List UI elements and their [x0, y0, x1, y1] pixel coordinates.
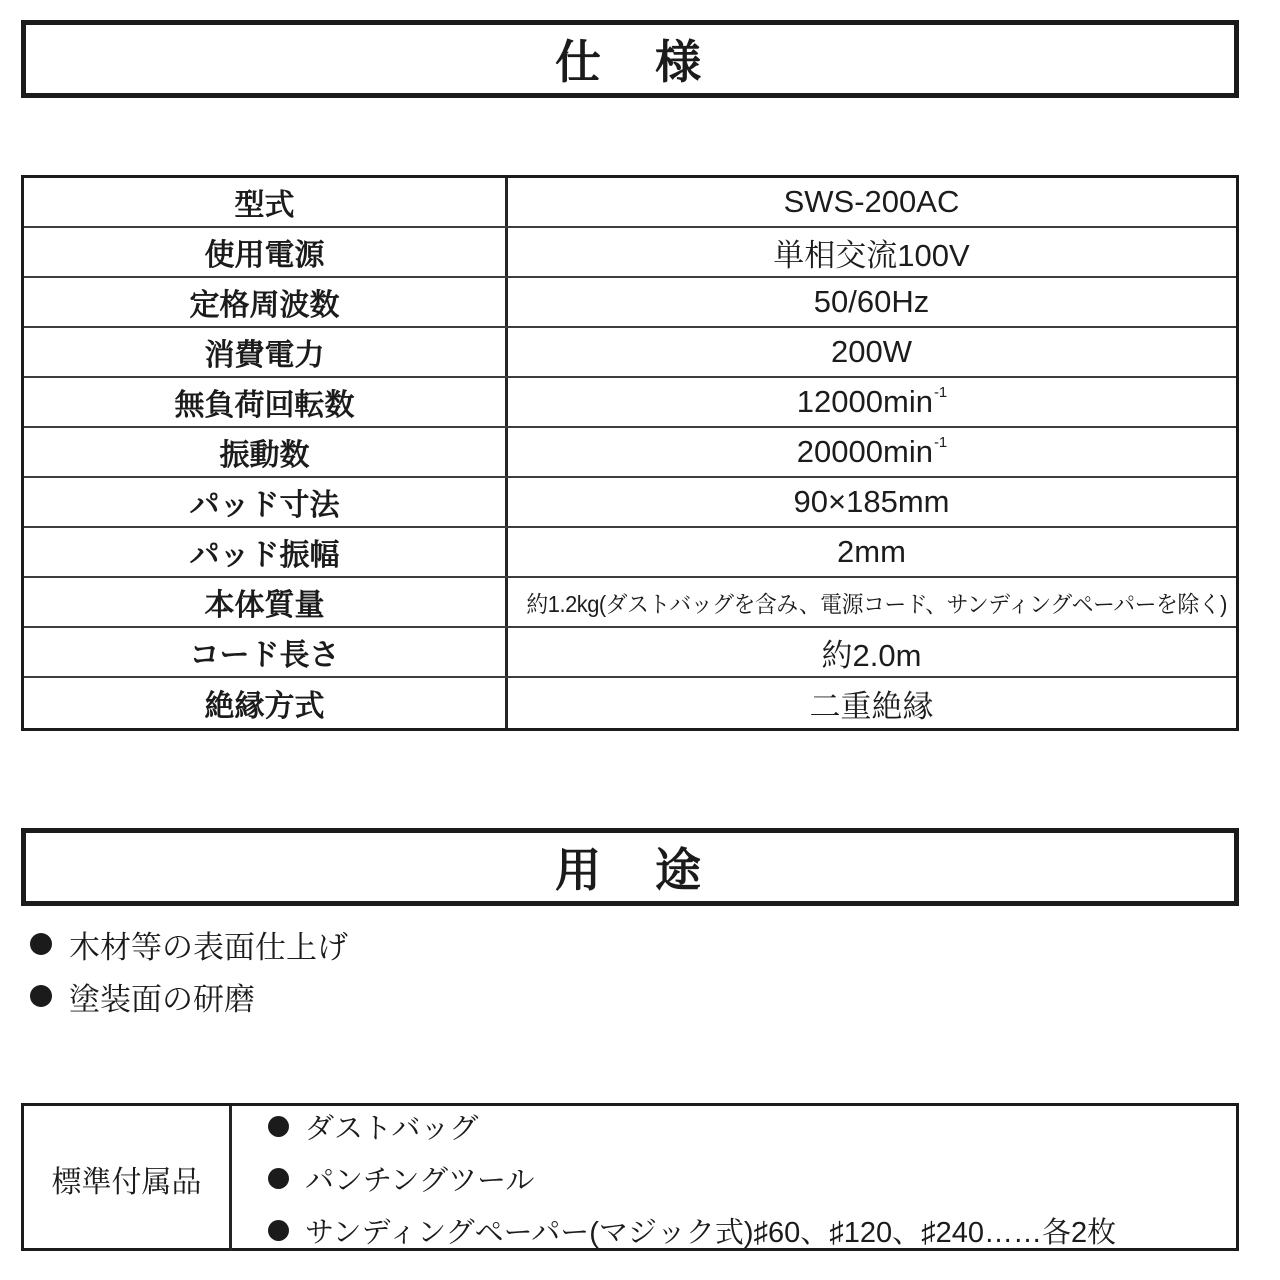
- usage-item-text: 木材等の表面仕上げ: [69, 929, 348, 965]
- spec-row-vibration-count: [24, 428, 1236, 478]
- accessory-item: [268, 1158, 1236, 1199]
- spec-row-pad-amplitude: [24, 528, 1236, 578]
- accessories-label: [24, 1106, 232, 1251]
- bullet-icon: [268, 1220, 289, 1241]
- spec-value-text: 90×185mm: [793, 484, 950, 519]
- spec-value-text: 200W: [831, 334, 912, 369]
- spec-value-text: 20000min: [796, 434, 933, 469]
- spec-row-model: [24, 178, 1236, 228]
- spec-label-text: コード長さ: [189, 639, 340, 672]
- spec-value-text: 12000min: [796, 384, 933, 419]
- spec-section-title: 仕 様: [555, 36, 705, 88]
- spec-value: [508, 378, 1236, 426]
- accessory-item: [268, 1210, 1236, 1251]
- spec-row-cord-length: [24, 628, 1236, 678]
- spec-value-text: 約2.0m: [821, 637, 922, 673]
- usage-item-text: 塗装面の研磨: [69, 981, 255, 1017]
- spec-value: [508, 178, 1236, 226]
- spec-label: [24, 328, 508, 376]
- spec-value-sup: -1: [933, 435, 948, 452]
- bullet-icon: [268, 1116, 289, 1137]
- bullet-icon: [268, 1168, 289, 1189]
- accessory-item-text: サンディングペーパー(マジック式)♯60、♯120、♯240……各2枚: [305, 1217, 1117, 1249]
- spec-label-text: 絶縁方式: [204, 690, 325, 723]
- spec-label: [24, 378, 508, 426]
- accessory-item: [268, 1106, 1236, 1147]
- spec-value: [508, 578, 1246, 626]
- spec-label-text: 定格周波数: [189, 289, 340, 322]
- spec-label: [24, 478, 508, 526]
- usage-list: [30, 918, 348, 1022]
- spec-value-text: 2mm: [837, 534, 906, 569]
- spec-value-text: SWS-200AC: [783, 184, 960, 219]
- usage-section-title: 用 途: [555, 844, 705, 896]
- spec-label-text: 本体質量: [204, 589, 325, 622]
- spec-label-text: 振動数: [219, 439, 310, 472]
- spec-value-text: 50/60Hz: [813, 284, 930, 319]
- spec-section-title-box: [21, 20, 1239, 98]
- spec-row-rated-frequency: [24, 278, 1236, 328]
- usage-section-title-box: [21, 828, 1239, 906]
- usage-item: [30, 970, 348, 1022]
- bullet-icon: [30, 933, 52, 955]
- spec-row-power-consumption: [24, 328, 1236, 378]
- spec-value-sup: -1: [933, 385, 948, 402]
- spec-label: [24, 528, 508, 576]
- spec-value: [508, 478, 1236, 526]
- spec-label-text: 使用電源: [204, 239, 325, 272]
- spec-value-text: 約1.2kg(ダストバッグを含み、電源コード、サンディングペーパーを除く): [526, 590, 1227, 617]
- spec-value: [508, 628, 1236, 676]
- spec-label: [24, 428, 508, 476]
- spec-value-text: 二重絶縁: [809, 688, 934, 724]
- spec-label: [24, 628, 508, 676]
- spec-value: [508, 528, 1236, 576]
- bullet-icon: [30, 985, 52, 1007]
- usage-item: [30, 918, 348, 970]
- spec-label-text: 型式: [234, 189, 295, 222]
- spec-value: [508, 228, 1236, 276]
- spec-label: [24, 678, 508, 728]
- spec-label: [24, 178, 508, 226]
- spec-value: [508, 328, 1236, 376]
- spec-label: [24, 578, 508, 626]
- accessories-table: [21, 1103, 1239, 1251]
- spec-value: [508, 278, 1236, 326]
- spec-label-text: 無負荷回転数: [174, 389, 355, 422]
- spec-row-no-load-speed: [24, 378, 1236, 428]
- spec-row-body-weight: [24, 578, 1236, 628]
- spec-table: [21, 175, 1239, 731]
- spec-value: [508, 428, 1236, 476]
- accessories-label-text: 標準付属品: [51, 1165, 202, 1199]
- spec-label-text: 消費電力: [204, 339, 325, 372]
- spec-label: [24, 228, 508, 276]
- spec-value-text: 単相交流100V: [773, 237, 970, 273]
- accessory-item-text: パンチングツール: [305, 1165, 535, 1197]
- spec-label-text: パッド寸法: [189, 489, 340, 522]
- spec-value: [508, 678, 1236, 728]
- spec-row-insulation-type: [24, 678, 1236, 728]
- accessories-items: [232, 1106, 1236, 1251]
- spec-label-text: パッド振幅: [189, 539, 340, 572]
- spec-row-power-source: [24, 228, 1236, 278]
- spec-row-pad-size: [24, 478, 1236, 528]
- accessory-item-text: ダストバッグ: [305, 1113, 479, 1145]
- spec-label: [24, 278, 508, 326]
